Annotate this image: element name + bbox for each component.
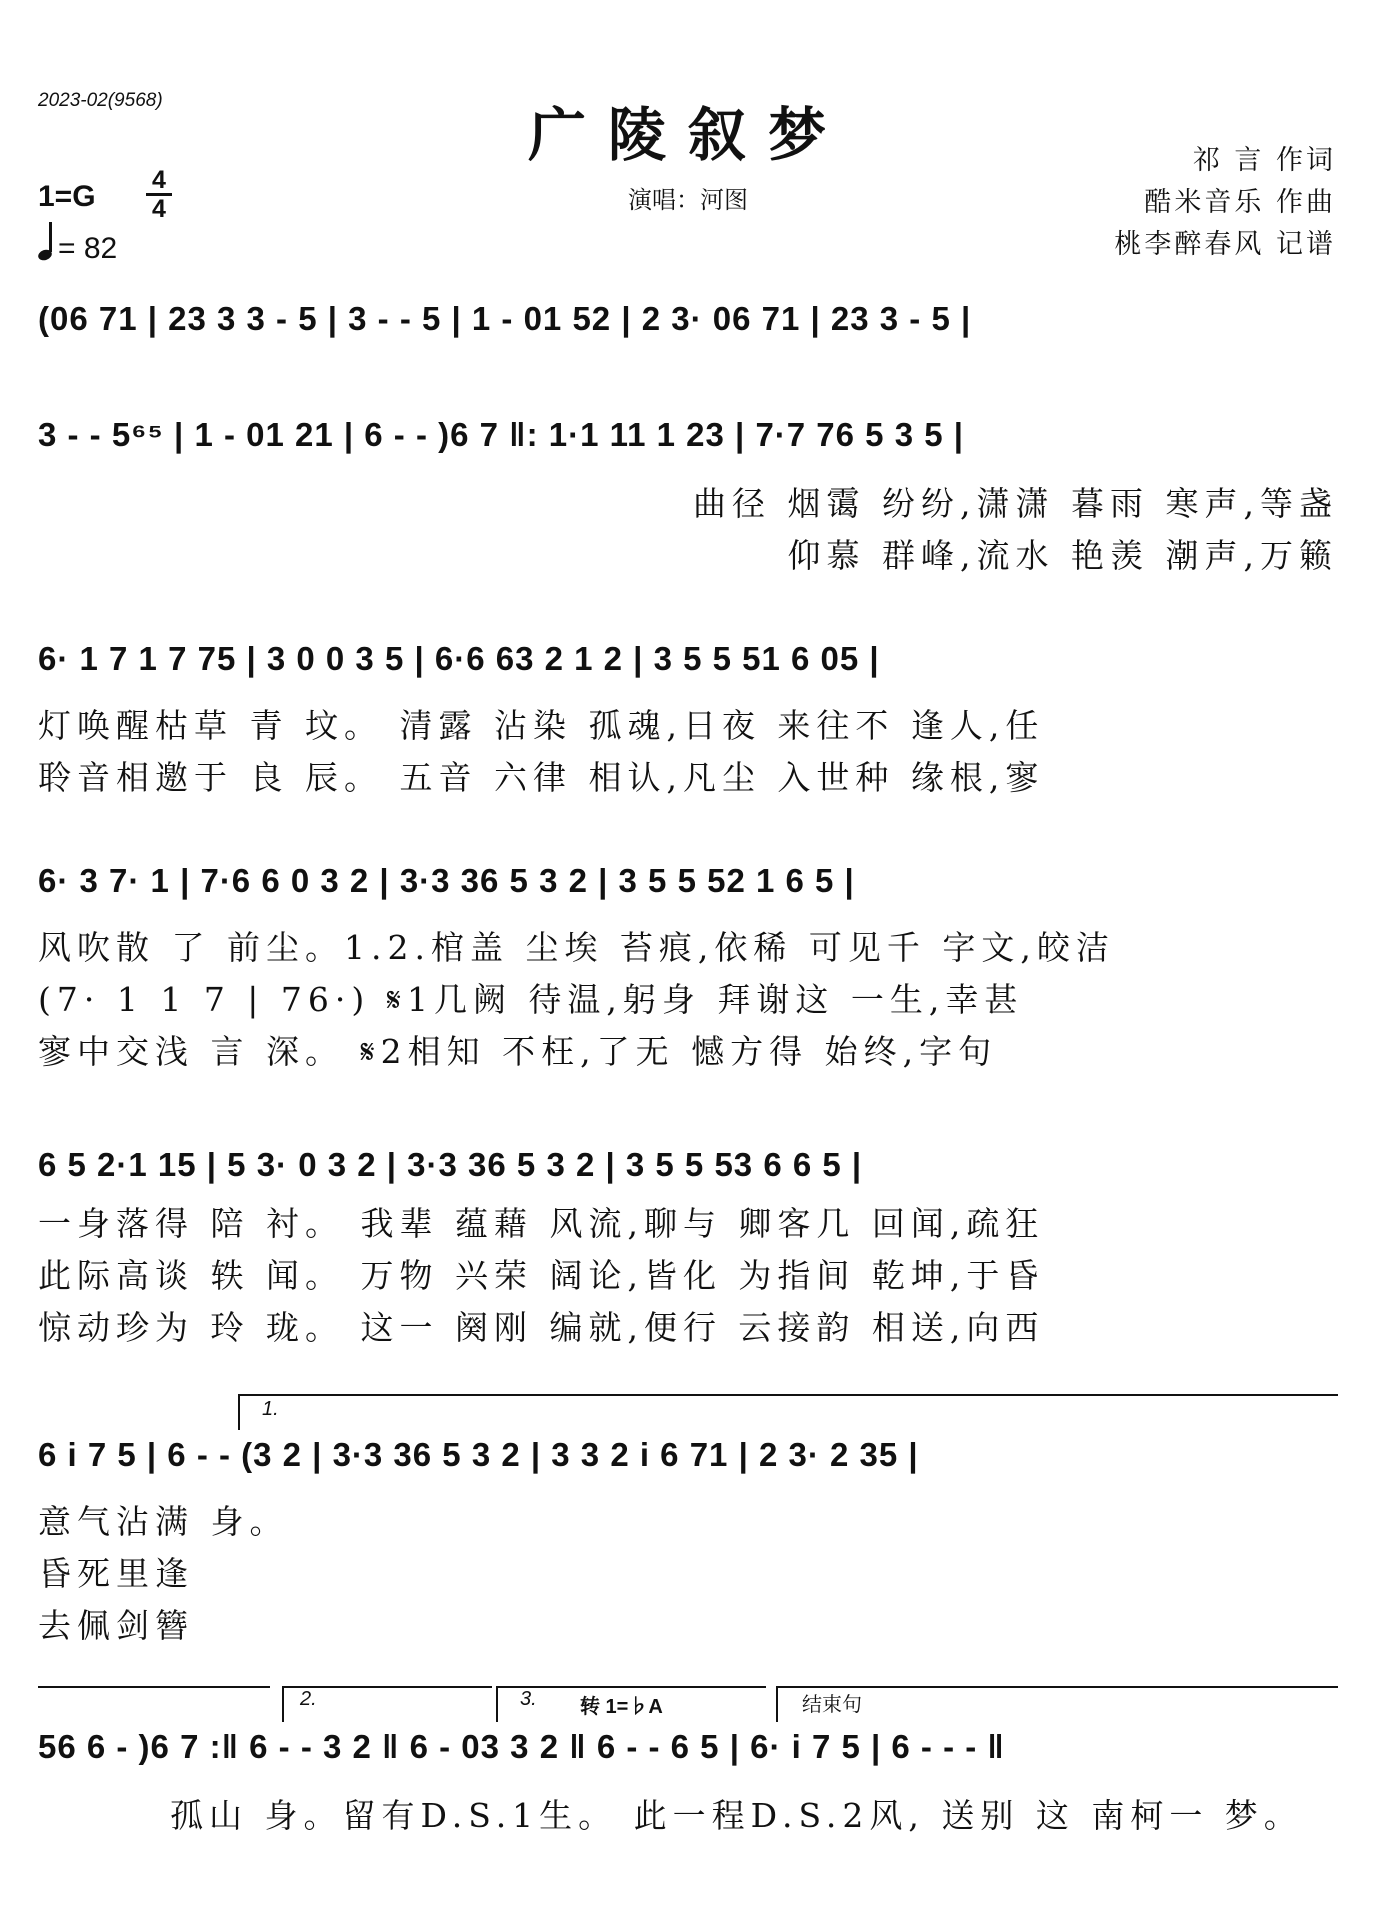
lyric-line: 此际高谈 轶 闻。 万物 兴荣 阔论,皆化 为指间 乾坤,于昏 <box>38 1256 1045 1295</box>
time-top: 4 <box>152 166 166 194</box>
singer-credit: 演唱：河图 <box>628 186 748 214</box>
lyric-line: (7· 1 1 7 | 76·) 𝄋1几阙 待温,躬身 拜谢这 一生,幸甚 <box>38 980 1024 1019</box>
tempo-marking <box>38 228 117 266</box>
modulation-marking: 转 1=♭A <box>580 1696 663 1718</box>
lyric-line: 寥中交浅 言 深。 𝄋2相知 不枉,了无 憾方得 始终,字句 <box>38 1032 998 1071</box>
lyricist-credit: 祁 言 作词 <box>1192 145 1336 176</box>
key-signature: 1=G <box>38 180 96 213</box>
song-title: 广陵叙梦 <box>527 101 848 169</box>
music-line-4: 6· 3 7· 1 | 7·6 6 0 3 2 | 3·3 36 5 3 2 | 3 5 5 52 1 6 5 | <box>38 862 855 899</box>
lyric-line: 灯唤醒枯草 青 坟。 清露 沾染 孤魂,日夜 来往不 逢人,任 <box>38 706 1045 745</box>
music-line-6: 6 i 7 5 | 6 - - (3 2 | 3·3 36 5 3 2 | 3 3 2 i 6 71 | 2 3· 2 35 | <box>38 1436 919 1473</box>
lyric-line: 昏死里逢 <box>38 1554 194 1593</box>
volta-3-label: 3. <box>520 1688 537 1710</box>
lyric-line: 一身落得 陪 衬。 我辈 蕴藉 风流,聊与 卿客几 回闻,疏狂 <box>38 1204 1045 1243</box>
lyric-line: 聆音相邀于 良 辰。 五音 六律 相认,凡尘 入世种 缘根,寥 <box>38 758 1045 797</box>
time-signature <box>146 168 172 221</box>
music-line-5: 6 5 2·1 15 | 5 3· 0 3 2 | 3·3 36 5 3 2 | 3 5 5 53 6 6 5 | <box>38 1146 863 1183</box>
lyric-line: 去佩剑簪 <box>38 1606 194 1645</box>
lyric-line: 曲径 烟霭 纷纷,潇潇 暮雨 寒声,等盏 <box>693 484 1338 523</box>
lyric-line: 意气沾满 身。 <box>38 1502 289 1541</box>
music-line-3: 6· 1 7 1 7 75 | 3 0 0 3 5 | 6·6 63 2 1 2 | 3 5 5 51 6 05 | <box>38 640 880 677</box>
lyric-line: 惊动珍为 玲 珑。 这一 阕刚 编就,便行 云接韵 相送,向西 <box>38 1308 1045 1347</box>
score-code: 2023-02(9568) <box>38 90 163 111</box>
coda-label: 结束句 <box>802 1694 862 1716</box>
lyric-line: 仰慕 群峰,流水 艳羡 潮声,万籁 <box>787 536 1338 575</box>
lyric-line: 孤山 身。留有D.S.1生。 此一程D.S.2风, 送别 这 南柯一 梦。 <box>170 1796 1303 1835</box>
music-line-1: (06 71 | 23 3 3 - 5 | 3 - - 5 | 1 - 01 52 | 2 3· 06 71 | 23 3 - 5 | <box>38 300 972 337</box>
composer-credit: 酷米音乐 作曲 <box>1144 187 1336 218</box>
music-line-2: 3 - - 5⁶⁵ | 1 - 01 21 | 6 - - )6 7 ‖: 1·1 11 1 23 | 7·7 76 5 3 5 | <box>38 416 964 453</box>
volta-2-label: 2. <box>300 1688 317 1710</box>
lyric-line: 风吹散 了 前尘。1.2.棺盖 尘埃 苔痕,依稀 可见千 字文,皎洁 <box>38 928 1115 967</box>
time-bottom: 4 <box>152 195 166 223</box>
tempo-value: = 82 <box>58 232 118 265</box>
music-line-7: 56 6 - )6 7 :‖ 6 - - 3 2 ‖ 6 - 03 3 2 ‖ 6 - - 6 5 | 6· i 7 5 | 6 - - - ‖ <box>38 1728 1005 1765</box>
volta-1-label: 1. <box>262 1398 279 1420</box>
transcriber-credit: 桃李醉春风 记谱 <box>1114 229 1336 260</box>
